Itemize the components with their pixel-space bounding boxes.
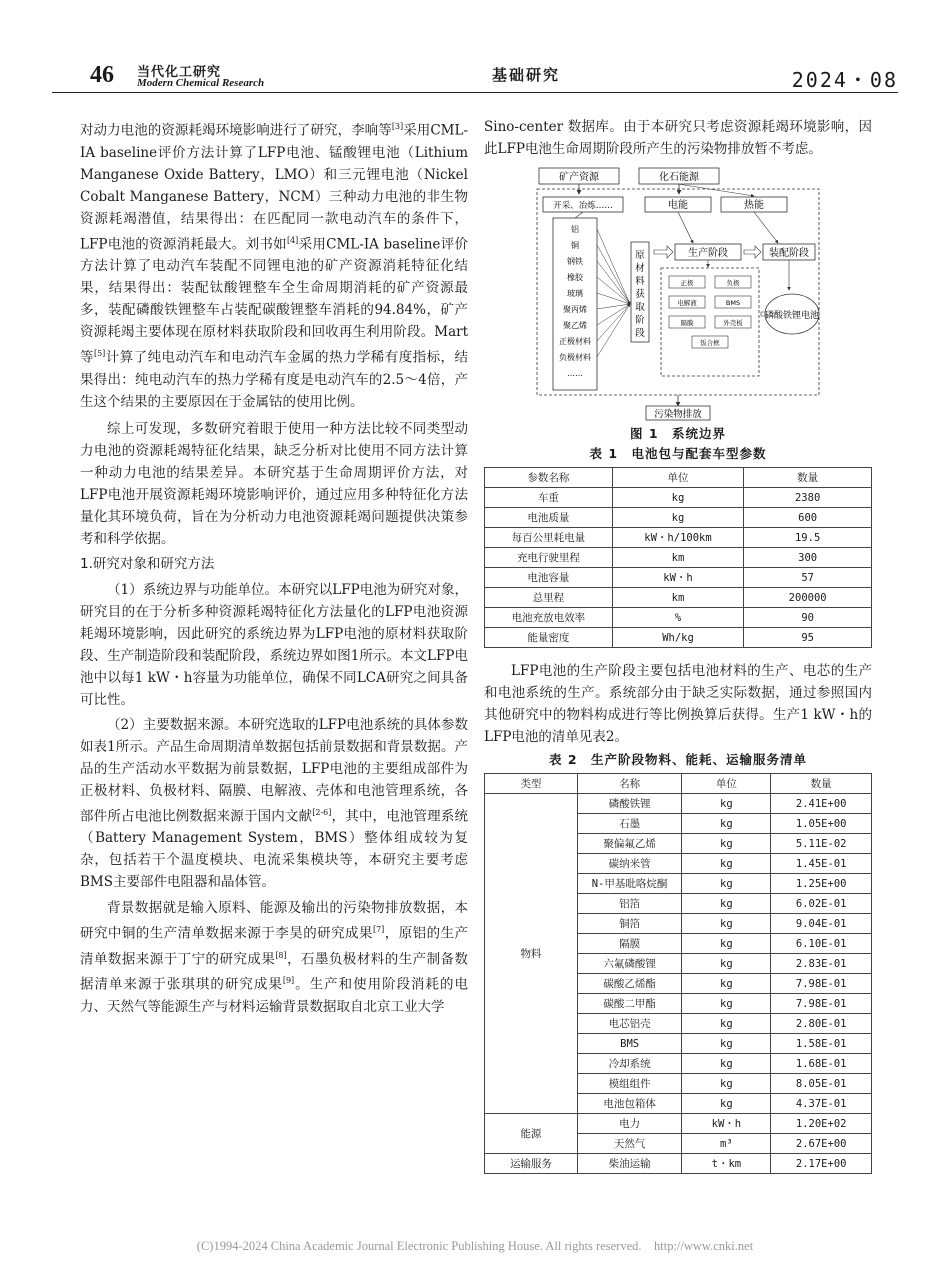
- table2-cell: 2.17E+00: [771, 1154, 872, 1174]
- table2-cell: 2.67E+00: [771, 1134, 872, 1154]
- table2-cell: kg: [682, 974, 771, 994]
- table2-header-cell: 单位: [682, 774, 771, 794]
- table2-cell: kg: [682, 854, 771, 874]
- fig-material-10: ……: [567, 369, 583, 378]
- fig-production-stage: 生产阶段: [688, 248, 728, 259]
- table2-cell: 7.98E-01: [771, 994, 872, 1014]
- table2-cell: 1.25E+00: [771, 874, 872, 894]
- table1-cell: 90: [744, 608, 872, 628]
- table2-cell: kg: [682, 1054, 771, 1074]
- table1-cell: 600: [744, 508, 872, 528]
- table1-cell: km: [612, 548, 744, 568]
- right-column: [484, 116, 872, 1174]
- table1-row: [485, 548, 872, 568]
- table1-cell: 95: [744, 628, 872, 648]
- table2-cell: 8.05E-01: [771, 1074, 872, 1094]
- table2-cell: m³: [682, 1134, 771, 1154]
- table2-cell: 柴油运输: [577, 1154, 681, 1174]
- page-header: [52, 58, 898, 92]
- table1-header-cell: 参数名称: [485, 468, 613, 488]
- table1-cell: %: [612, 608, 744, 628]
- table2-cell: 碳酸二甲酯: [577, 994, 681, 1014]
- table2-cell: kg: [682, 1094, 771, 1114]
- table2-header-row: [485, 774, 872, 794]
- paragraph-system-boundary: （1）系统边界与功能单位。本研究以LFP电池为研究对象，研究目的在于分析多种资源耗竭特征化方法量化的LFP电池资源耗竭环境影响，因此研究的系统边界为LFP电池的原材料获取阶段、生产制造阶段和装配阶段，系统边界如图1所示。本文LFP电池中以每1 kW・h容量为功能单位，确保不同LCA研究之间具备可比性。: [80, 581, 468, 708]
- table1-cell: 200000: [744, 588, 872, 608]
- fig-material-7: 聚乙烯: [563, 321, 587, 330]
- table2-cell: 1.58E-01: [771, 1034, 872, 1054]
- svg-text:原: 原: [635, 250, 645, 261]
- section-title: 基础研究: [492, 66, 561, 84]
- table2-cell: 1.05E+00: [771, 814, 872, 834]
- journal-title-en: Modern Chemical Research: [137, 77, 265, 89]
- fig-mineral-resources: 矿产资源: [559, 172, 599, 183]
- paragraph-database: Sino-center 数据库。由于本研究只考虑资源耗竭环境影响，因此LFP电池生命周期阶段所产生的污染物排放暂不考虑。: [484, 119, 872, 157]
- table1-cell: 300: [744, 548, 872, 568]
- table2-row: [485, 794, 872, 814]
- fig-material-4: 橡胶: [567, 273, 583, 282]
- table1-cell: Wh/kg: [612, 628, 744, 648]
- fig-part-5: 隔膜: [680, 319, 694, 327]
- system-boundary-diagram: [533, 164, 823, 422]
- fig-heat: 热能: [744, 200, 764, 211]
- paragraph-production-stage: LFP电池的生产阶段主要包括电池材料的生产、电芯的生产和电池系统的生产。系统部分由于缺乏实际数据，通过参照国内其他研究中的物料构成进行等比例换算后获得。生产1 kW・h的LFP电池的清单见表2。: [484, 663, 872, 745]
- table2-cell: t・km: [682, 1154, 771, 1174]
- reference-5[interactable]: [5]: [93, 349, 106, 358]
- svg-text:取: 取: [635, 302, 645, 313]
- table1-row: [485, 608, 872, 628]
- table2-cell: 7.98E-01: [771, 974, 872, 994]
- reference-4[interactable]: [4]: [286, 235, 299, 245]
- table2-cell: 隔膜: [577, 934, 681, 954]
- page-number: 46: [90, 62, 114, 88]
- table2-cell: kg: [682, 1074, 771, 1094]
- table2-cell: kg: [682, 894, 771, 914]
- table2-header-cell: 类型: [485, 774, 578, 794]
- journal-title-cn: 当代化工研究: [137, 65, 222, 80]
- left-column: [80, 116, 468, 1018]
- table1-row: [485, 568, 872, 588]
- table2-header-cell: 名称: [577, 774, 681, 794]
- table2-cell: kg: [682, 1014, 771, 1034]
- fig-material-8: 正极材料: [559, 337, 591, 346]
- table2-header-cell: 数量: [771, 774, 872, 794]
- table2-group-cell: 物料: [485, 794, 578, 1114]
- table2-cell: 6.10E-01: [771, 934, 872, 954]
- table2-cell: 5.11E-02: [771, 834, 872, 854]
- table2-cell: 模组组件: [577, 1074, 681, 1094]
- table1-cell: 电池容量: [485, 568, 613, 588]
- table2-row: [485, 1154, 872, 1174]
- table1-caption: 表 1 电池包与配套车型参数: [589, 446, 767, 461]
- fig-material-5: 玻璃: [567, 289, 583, 298]
- svg-text:段: 段: [635, 328, 645, 339]
- table2-cell: kg: [682, 954, 771, 974]
- table1-cell: kW・h: [612, 568, 744, 588]
- table2-cell: 2.83E-01: [771, 954, 872, 974]
- reference-7[interactable]: [7]: [372, 925, 385, 934]
- table2-cell: kg: [682, 1034, 771, 1054]
- table1-cell: 19.5: [744, 528, 872, 548]
- table2-cell: 铜箔: [577, 914, 681, 934]
- table2-cell: kg: [682, 834, 771, 854]
- table1-cell: kg: [612, 488, 744, 508]
- table2-cell: kg: [682, 794, 771, 814]
- fig-material-3: 钢铁: [567, 257, 583, 266]
- table2-cell: 六氟磷酸锂: [577, 954, 681, 974]
- table2-caption: 表 2 生产阶段物料、能耗、运输服务清单: [548, 752, 808, 767]
- table2-cell: 石墨: [577, 814, 681, 834]
- fig-fossil-energy: 化石能源: [659, 172, 699, 183]
- fig-material-6: 聚丙烯: [563, 305, 587, 314]
- table2-cell: kW・h: [682, 1114, 771, 1134]
- table1-cell: 电池充放电效率: [485, 608, 613, 628]
- table1-row: [485, 588, 872, 608]
- table2-cell: 6.02E-01: [771, 894, 872, 914]
- fig-part-3: 电解液: [677, 299, 697, 307]
- fig-mining: 开采、冶炼……: [553, 201, 613, 211]
- table2-group-cell: 能源: [485, 1114, 578, 1154]
- issue-number: 2024・08: [791, 68, 898, 92]
- svg-text:获: 获: [635, 289, 645, 300]
- fig-assembly-stage: 装配阶段: [769, 248, 809, 259]
- table2-cell: 铝箔: [577, 894, 681, 914]
- section-heading-1: 1.研究对象和研究方法: [80, 555, 215, 572]
- reference-3[interactable]: [3]: [391, 122, 404, 131]
- table2-cell: kg: [682, 814, 771, 834]
- table2-cell: kg: [682, 874, 771, 894]
- header-rule: [52, 92, 898, 93]
- table1-cell: 总里程: [485, 588, 613, 608]
- paragraph-background-data: 背景数据就是输入原料、能源及输出的污染物排放数据，本研究中铜的生产清单数据来源于李昊的研究成果[7]，原铝的生产清单数据来源于丁宁的研究成果[8]，石墨负极材料的生产制备数据清单来源于张琪琪的研究成果[9]。生产和使用阶段消耗的电力、天然气等能源生产与材料运输背景数据取自北京工业大学: [80, 900, 469, 1015]
- table2-cell: BMS: [577, 1034, 681, 1054]
- table1-cell: 车重: [485, 488, 613, 508]
- fig-raw-stage: [635, 250, 645, 339]
- table1-cell: 2380: [744, 488, 872, 508]
- fig-emission: 污染物排放: [654, 409, 702, 420]
- table2-cell: 电芯铝壳: [577, 1014, 681, 1034]
- table2-cell: 1.20E+02: [771, 1114, 872, 1134]
- table1-row: [485, 508, 872, 528]
- table1-cell: 57: [744, 568, 872, 588]
- table2-cell: kg: [682, 994, 771, 1014]
- figure-system-boundary: [533, 164, 823, 422]
- table1-cell: 充电行驶里程: [485, 548, 613, 568]
- svg-text:料: 料: [635, 276, 645, 287]
- table1-header-cell: 单位: [612, 468, 744, 488]
- table-battery-parameters: [484, 467, 872, 648]
- figure-caption: 图 1 系统边界: [629, 426, 727, 441]
- reference-9[interactable]: [9]: [282, 976, 295, 985]
- table2-cell: 聚偏氟乙烯: [577, 834, 681, 854]
- paragraph-summary: 综上可发现，多数研究着眼于使用一种方法比较不同类型动力电池的资源耗竭特征化结果，缺乏分析对比使用不同方法计算一种动力电池的结果差异。本研究基于生命周期评价方法，对LFP电池开展资源耗竭环境影响评价，通过应用多种特征化方法量化其环境负荷，旨在为分析动力电池资源耗竭问题提供决策参考和科学依据。: [80, 420, 468, 547]
- table2-cell: 碳酸乙烯酯: [577, 974, 681, 994]
- reference-2-6[interactable]: [2-6]: [312, 807, 332, 817]
- table-production-inventory: [484, 773, 872, 1174]
- table2-cell: 9.04E-01: [771, 914, 872, 934]
- table1-header-row: [485, 468, 872, 488]
- table1-header-cell: 数量: [744, 468, 872, 488]
- table1-cell: 电池质量: [485, 508, 613, 528]
- table2-cell: 冷却系统: [577, 1054, 681, 1074]
- fig-material-9: 负极材料: [559, 353, 591, 362]
- fig-part-6: 外壳板: [723, 319, 743, 327]
- table2-row: [485, 1114, 872, 1134]
- table2-group-cell: 运输服务: [485, 1154, 578, 1174]
- table2-cell: 2.41E+00: [771, 794, 872, 814]
- table2-cell: 1.68E-01: [771, 1054, 872, 1074]
- svg-text:材: 材: [635, 263, 645, 274]
- fig-part-1: 正极: [680, 279, 694, 287]
- table1-cell: 能量密度: [485, 628, 613, 648]
- table2-cell: kg: [682, 914, 771, 934]
- table1-row: [485, 628, 872, 648]
- table2-cell: N-甲基吡咯烷酮: [577, 874, 681, 894]
- table2-cell: 2.80E-01: [771, 1014, 872, 1034]
- table2-cell: 电力: [577, 1114, 681, 1134]
- copyright-footer: (C)1994-2024 China Academic Journal Electronic Publishing House. All rights reserved. http://www.cnki.net: [196, 1239, 754, 1253]
- fig-part-7: 钣合框: [700, 339, 720, 347]
- reference-8[interactable]: [8]: [275, 950, 287, 960]
- fig-battery: 磷酸铁锂电池: [764, 311, 820, 321]
- svg-text:阶: 阶: [635, 315, 645, 326]
- fig-material-1: 铝: [571, 225, 579, 234]
- table1-cell: kg: [612, 508, 744, 528]
- table1-cell: kW・h/100km: [612, 528, 744, 548]
- paragraph-data-sources: （2）主要数据来源。本研究选取的LFP电池系统的具体参数如表1所示。产品生命周期清单数据包括前景数据和背景数据。产品的生产活动水平数据为前景数据，LFP电池的主要组成部件为正极材料、负极材料、隔膜、电解液、壳体和电池管理系统，各部件所占电池比例数据来源于国内文献[2-6]，其中，电池管理系统（Battery Management System，BMS）整体组成较为复杂，包括若干个温度模块、电流采集模块等，本研究主要考虑BMS主要部件电阻器和晶体管。: [80, 716, 469, 890]
- table2-cell: 4.37E-01: [771, 1094, 872, 1114]
- fig-material-2: 铜: [571, 241, 579, 250]
- fig-part-4: BMS: [725, 299, 741, 307]
- fig-electric: 电能: [668, 200, 688, 211]
- table1-cell: 每百公里耗电量: [485, 528, 613, 548]
- table2-cell: kg: [682, 934, 771, 954]
- table2-cell: 磷酸铁锂: [577, 794, 681, 814]
- table2-cell: 电池包箱体: [577, 1094, 681, 1114]
- paragraph-literature: 对动力电池的资源耗竭环境影响进行了研究，李响等[3]采用CML-IA baseline评价方法计算了LFP电池、锰酸锂电池（Lithium Manganese Oxide Battery，LMO）和三元锂电池（Nickel Cobalt Manganese Battery，NCM）三种动力电池的非生物资源耗竭潜值，结果得出：在匹配同一款电动汽车的条件下，LFP电池的资源消耗最大。刘书如[4]采用CML-IA baseline评价方法计算了电动汽车装配不同锂电池的矿产资源消耗特征化结果，结果得出：装配钛酸锂整车全生命周期消耗的矿产资源最多，装配磷酸铁锂整车占装配碳酸锂整车消耗的94.84%，矿产资源耗竭主要体现在原材料获取阶段和回收再生利用阶段。Mart 等[5]计算了纯电动汽车和电动汽车金属的热力学稀有度指标，结果得出：纯电动汽车的热力学稀有度是电动汽车的2.5～4倍，产生这个结果的主要原因在于金属钴的使用比例。: [80, 122, 469, 410]
- table1-cell: km: [612, 588, 744, 608]
- table1-row: [485, 488, 872, 508]
- table2-cell: 碳纳米管: [577, 854, 681, 874]
- table1-row: [485, 528, 872, 548]
- table2-cell: 1.45E-01: [771, 854, 872, 874]
- fig-part-2: 负极: [726, 279, 740, 287]
- table2-cell: 天然气: [577, 1134, 681, 1154]
